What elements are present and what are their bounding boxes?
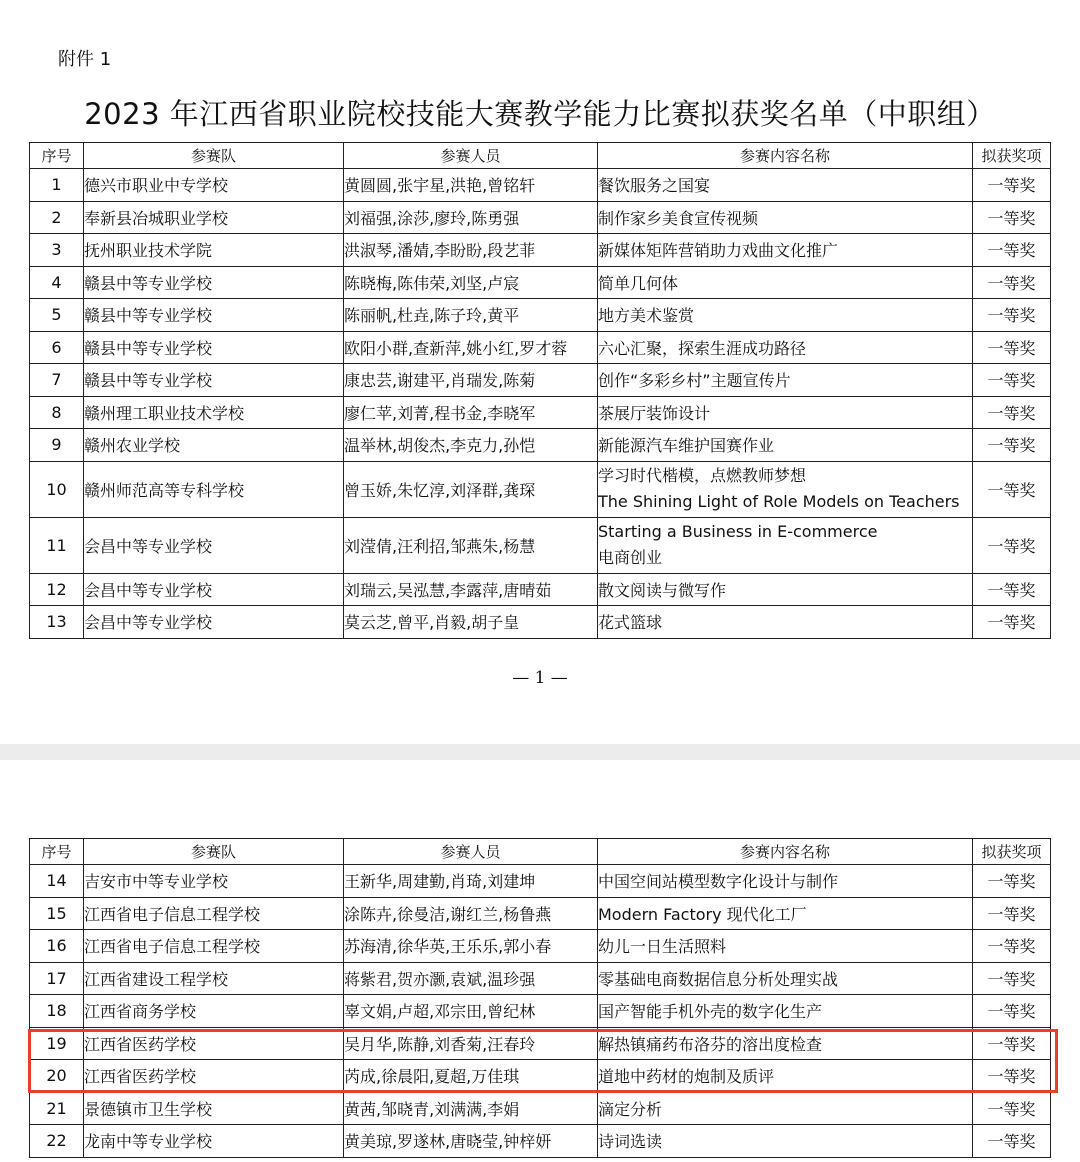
- team-cell: 德兴市职业中专学校: [84, 169, 344, 202]
- members-cell: 黄美琼,罗遂林,唐晓莹,钟梓妍: [344, 1125, 598, 1158]
- page-separator: [0, 744, 1080, 760]
- award-cell: 一等奖: [973, 930, 1051, 963]
- members-cell: 莫云芝,曾平,肖毅,胡子皇: [344, 606, 598, 639]
- header-team: 参赛队: [84, 839, 344, 865]
- members-cell: 康忠芸,谢建平,肖瑞发,陈菊: [344, 364, 598, 397]
- award-cell: 一等奖: [973, 517, 1051, 573]
- attachment-label: 附件 1: [58, 49, 112, 70]
- table-row: [30, 1125, 1051, 1158]
- content-cell: 地方美术鉴赏: [598, 299, 973, 332]
- members-cell: 芮成,徐晨阳,夏超,万佳琪: [344, 1060, 598, 1093]
- content-line: 电商创业: [598, 548, 663, 567]
- members-cell: 黄圆圆,张宇星,洪艳,曾铭轩: [344, 169, 598, 202]
- award-cell: 一等奖: [973, 429, 1051, 462]
- content-cell: 简单几何体: [598, 266, 973, 299]
- members-cell: 廖仁苹,刘菁,程书金,李晓军: [344, 396, 598, 429]
- document-page-2: [0, 760, 1080, 1162]
- header-content: 参赛内容名称: [598, 839, 973, 865]
- table-header-row: [30, 143, 1051, 169]
- content-line: 学习时代楷模，点燃教师梦想: [598, 466, 807, 485]
- seq-cell: 21: [30, 1092, 84, 1125]
- table-row: [30, 1027, 1051, 1060]
- table-row: [30, 930, 1051, 963]
- award-cell: 一等奖: [973, 995, 1051, 1028]
- seq-cell: 2: [30, 201, 84, 234]
- award-cell: 一等奖: [973, 201, 1051, 234]
- award-cell: 一等奖: [973, 331, 1051, 364]
- table-row: [30, 396, 1051, 429]
- content-cell: 茶展厅装饰设计: [598, 396, 973, 429]
- award-cell: 一等奖: [973, 396, 1051, 429]
- team-cell: 景德镇市卫生学校: [84, 1092, 344, 1125]
- header-award: 拟获奖项: [973, 143, 1051, 169]
- table-row: [30, 201, 1051, 234]
- content-cell: 零基础电商数据信息分析处理实战: [598, 962, 973, 995]
- award-cell: 一等奖: [973, 897, 1051, 930]
- content-cell: 国产智能手机外壳的数字化生产: [598, 995, 973, 1028]
- team-cell: 赣县中等专业学校: [84, 266, 344, 299]
- seq-cell: 18: [30, 995, 84, 1028]
- members-cell: 苏海清,徐华英,王乐乐,郭小春: [344, 930, 598, 963]
- team-cell: 吉安市中等专业学校: [84, 865, 344, 898]
- members-cell: 欧阳小群,查新萍,姚小红,罗才蓉: [344, 331, 598, 364]
- seq-cell: 7: [30, 364, 84, 397]
- team-cell: 会昌中等专业学校: [84, 573, 344, 606]
- team-cell: 江西省医药学校: [84, 1060, 344, 1093]
- header-members: 参赛人员: [344, 143, 598, 169]
- seq-cell: 10: [30, 461, 84, 517]
- award-cell: 一等奖: [973, 461, 1051, 517]
- content-cell: 新媒体矩阵营销助力戏曲文化推广: [598, 234, 973, 267]
- team-cell: 赣县中等专业学校: [84, 364, 344, 397]
- award-table-page-1: [29, 142, 1051, 639]
- header-award: 拟获奖项: [973, 839, 1051, 865]
- award-cell: 一等奖: [973, 234, 1051, 267]
- table-body-page-1: [30, 169, 1051, 639]
- content-cell: 花式篮球: [598, 606, 973, 639]
- content-cell: 散文阅读与微写作: [598, 573, 973, 606]
- table-row: [30, 1060, 1051, 1093]
- team-cell: 赣州理工职业技术学校: [84, 396, 344, 429]
- members-cell: 温举林,胡俊杰,李克力,孙恺: [344, 429, 598, 462]
- header-members: 参赛人员: [344, 839, 598, 865]
- team-cell: 赣县中等专业学校: [84, 299, 344, 332]
- seq-cell: 6: [30, 331, 84, 364]
- header-content: 参赛内容名称: [598, 143, 973, 169]
- content-cell: 制作家乡美食宣传视频: [598, 201, 973, 234]
- team-cell: 赣州农业学校: [84, 429, 344, 462]
- award-cell: 一等奖: [973, 1125, 1051, 1158]
- content-cell: 道地中药材的炮制及质评: [598, 1060, 973, 1093]
- team-cell: 抚州职业技术学院: [84, 234, 344, 267]
- header-seq: 序号: [30, 143, 84, 169]
- seq-cell: 9: [30, 429, 84, 462]
- content-cell: [598, 517, 973, 573]
- table-row: [30, 429, 1051, 462]
- seq-cell: 3: [30, 234, 84, 267]
- seq-cell: 5: [30, 299, 84, 332]
- header-team: 参赛队: [84, 143, 344, 169]
- content-cell: 解热镇痛药布洛芬的溶出度检查: [598, 1027, 973, 1060]
- seq-cell: 11: [30, 517, 84, 573]
- team-cell: 奉新县冶城职业学校: [84, 201, 344, 234]
- members-cell: 吴月华,陈静,刘香菊,汪春玲: [344, 1027, 598, 1060]
- team-cell: 龙南中等专业学校: [84, 1125, 344, 1158]
- table-row: [30, 299, 1051, 332]
- seq-cell: 12: [30, 573, 84, 606]
- content-cell: 新能源汽车维护国赛作业: [598, 429, 973, 462]
- seq-cell: 1: [30, 169, 84, 202]
- members-cell: 曾玉娇,朱忆淳,刘泽群,龚琛: [344, 461, 598, 517]
- members-cell: 王新华,周建勤,肖琦,刘建坤: [344, 865, 598, 898]
- members-cell: 刘滢倩,汪利招,邹燕朱,杨慧: [344, 517, 598, 573]
- seq-cell: 8: [30, 396, 84, 429]
- members-cell: 洪淑琴,潘婧,李盼盼,段艺菲: [344, 234, 598, 267]
- team-cell: 赣州师范高等专科学校: [84, 461, 344, 517]
- table-row: [30, 266, 1051, 299]
- table-row: [30, 234, 1051, 267]
- seq-cell: 22: [30, 1125, 84, 1158]
- content-cell: 幼儿一日生活照料: [598, 930, 973, 963]
- document-title: 2023 年江西省职业院校技能大赛教学能力比赛拟获奖名单（中职组）: [84, 97, 996, 131]
- content-line: The Shining Light of Role Models on Teachers: [598, 492, 960, 511]
- table-row: [30, 865, 1051, 898]
- seq-cell: 20: [30, 1060, 84, 1093]
- content-cell: 中国空间站模型数字化设计与制作: [598, 865, 973, 898]
- award-cell: 一等奖: [973, 606, 1051, 639]
- award-cell: 一等奖: [973, 865, 1051, 898]
- team-cell: 赣县中等专业学校: [84, 331, 344, 364]
- team-cell: 江西省医药学校: [84, 1027, 344, 1060]
- award-cell: 一等奖: [973, 1092, 1051, 1125]
- table-row: [30, 962, 1051, 995]
- table-row: [30, 1092, 1051, 1125]
- members-cell: 辜文娟,卢超,邓宗田,曾纪林: [344, 995, 598, 1028]
- award-cell: 一等奖: [973, 962, 1051, 995]
- page-number: — 1 —: [512, 668, 568, 688]
- award-cell: 一等奖: [973, 169, 1051, 202]
- header-seq: 序号: [30, 839, 84, 865]
- content-cell: 诗词选读: [598, 1125, 973, 1158]
- content-cell: 餐饮服务之国宴: [598, 169, 973, 202]
- members-cell: 刘瑞云,吴泓慧,李露萍,唐晴茹: [344, 573, 598, 606]
- award-cell: 一等奖: [973, 1060, 1051, 1093]
- members-cell: 涂陈卉,徐曼洁,谢红兰,杨鲁燕: [344, 897, 598, 930]
- award-table-page-2: [29, 838, 1051, 1158]
- award-cell: 一等奖: [973, 364, 1051, 397]
- seq-cell: 13: [30, 606, 84, 639]
- content-cell: Modern Factory 现代化工厂: [598, 897, 973, 930]
- table-row: [30, 331, 1051, 364]
- team-cell: 江西省商务学校: [84, 995, 344, 1028]
- table-body-page-2: [30, 865, 1051, 1158]
- content-line: Starting a Business in E-commerce: [598, 522, 878, 541]
- seq-cell: 4: [30, 266, 84, 299]
- table-row: [30, 169, 1051, 202]
- seq-cell: 14: [30, 865, 84, 898]
- members-cell: 刘福强,涂莎,廖玲,陈勇强: [344, 201, 598, 234]
- members-cell: 陈晓梅,陈伟荣,刘坚,卢宸: [344, 266, 598, 299]
- table-row: [30, 606, 1051, 639]
- seq-cell: 15: [30, 897, 84, 930]
- seq-cell: 16: [30, 930, 84, 963]
- members-cell: 蒋紫君,贺亦灏,袁斌,温珍强: [344, 962, 598, 995]
- members-cell: 陈丽帆,杜垚,陈子玲,黄平: [344, 299, 598, 332]
- table-row: [30, 517, 1051, 573]
- award-cell: 一等奖: [973, 1027, 1051, 1060]
- team-cell: 会昌中等专业学校: [84, 606, 344, 639]
- team-cell: 江西省电子信息工程学校: [84, 930, 344, 963]
- award-cell: 一等奖: [973, 573, 1051, 606]
- content-cell: 滴定分析: [598, 1092, 973, 1125]
- team-cell: 会昌中等专业学校: [84, 517, 344, 573]
- table-row: [30, 995, 1051, 1028]
- content-cell: 六心汇聚，探索生涯成功路径: [598, 331, 973, 364]
- table-row: [30, 461, 1051, 517]
- content-cell: [598, 461, 973, 517]
- table-row: [30, 897, 1051, 930]
- award-cell: 一等奖: [973, 266, 1051, 299]
- seq-cell: 17: [30, 962, 84, 995]
- seq-cell: 19: [30, 1027, 84, 1060]
- team-cell: 江西省电子信息工程学校: [84, 897, 344, 930]
- team-cell: 江西省建设工程学校: [84, 962, 344, 995]
- table-row: [30, 364, 1051, 397]
- members-cell: 黄茜,邹晓青,刘满满,李娟: [344, 1092, 598, 1125]
- table-header-row: [30, 839, 1051, 865]
- content-cell: 创作“多彩乡村”主题宣传片: [598, 364, 973, 397]
- table-row: [30, 573, 1051, 606]
- award-cell: 一等奖: [973, 299, 1051, 332]
